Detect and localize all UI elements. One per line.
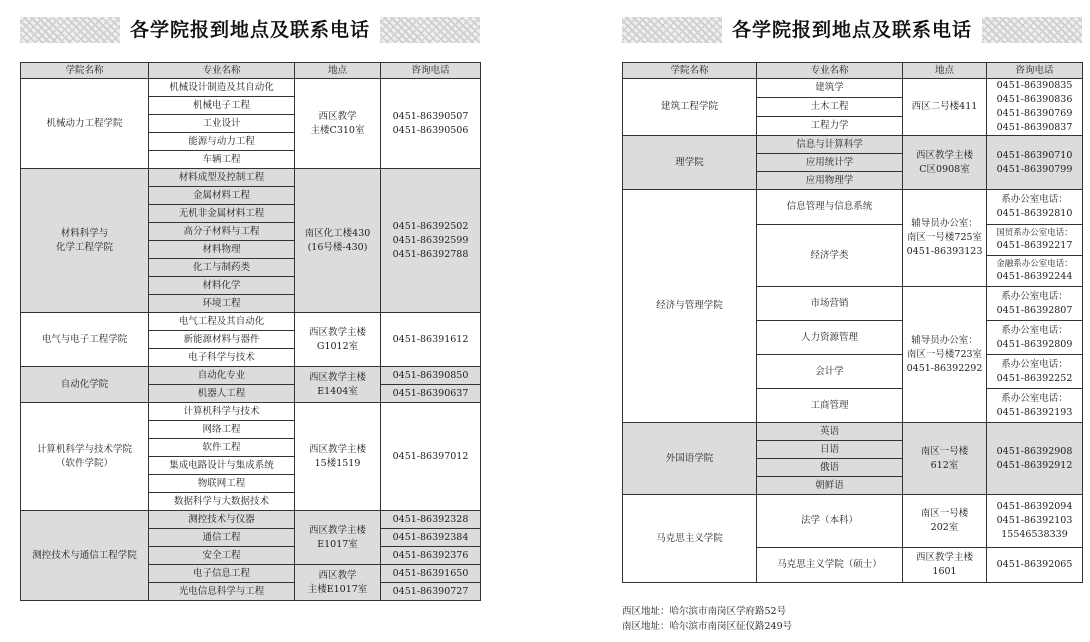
location-line: 南区化工楼430 [304,227,371,239]
header-major: 专业名称 [757,63,903,79]
major-cell: 电子科学与技术 [149,349,295,367]
major-cell: 机械设计制造及其自动化 [149,79,295,97]
major-cell: 会计学 [757,355,903,389]
table-row [623,136,1083,154]
phone-cell [987,423,1083,495]
college-cell: 理学院 [623,136,757,190]
header-location: 地点 [903,63,987,79]
title-decoration-right [380,17,480,43]
phone-label: 系办公室电话： [1001,290,1068,302]
major-cell: 信息与计算科学 [757,136,903,154]
location-line: 南区一号楼725室 [906,232,983,243]
title-decoration-right [982,17,1082,43]
location-line: 西区教学 [318,569,357,581]
phone-number: 0451-86390799 [996,163,1073,175]
location-line: 15楼1519 [314,457,361,469]
table-row [21,511,481,529]
phone-cell: 0451-86392384 [381,529,481,547]
phone-number: 0451-86392788 [392,248,469,260]
phone-label: 金融系办公室电话： [996,258,1073,269]
left-title-row [20,0,480,46]
major-cell: 计算机科学与技术 [149,403,295,421]
phone-cell: 0451-86392328 [381,511,481,529]
college-cell [21,403,149,511]
location-cell [295,511,381,565]
major-cell: 安全工程 [149,547,295,565]
college-line: （软件学院） [55,457,113,469]
major-cell: 工程力学 [757,117,903,136]
phone-cell [381,79,481,169]
location-line: E1404室 [317,385,358,397]
location-line: 西区教学 [318,110,357,122]
table-row [21,169,481,187]
major-cell: 环境工程 [149,295,295,313]
major-cell: 光电信息科学与工程 [149,583,295,601]
major-cell: 工业设计 [149,115,295,133]
location-line: 辅导员办公室： [911,218,978,229]
location-line: 主楼C310室 [310,124,365,136]
table-row [21,79,481,97]
location-line: 南区一号楼723室 [906,348,983,360]
phone-number: 0451-86390769 [996,108,1073,119]
major-cell: 俄语 [757,459,903,477]
location-line: 西区教学主楼 [308,371,366,383]
major-cell: 测控技术与仪器 [149,511,295,529]
college-cell: 马克思主义学院 [623,495,757,583]
phone-cell [987,256,1083,287]
location-cell [903,423,987,495]
college-line: 计算机科学与技术学院 [36,443,132,455]
right-page-title: 各学院报到地点及联系电话 [731,19,972,41]
location-cell [295,367,381,403]
phone-number: 0451-86392217 [996,239,1073,251]
right-contact-table [622,62,1083,583]
phone-cell: 0451-86390727 [381,583,481,601]
left-page [20,0,480,601]
major-cell: 数据科学与大数据技术 [149,493,295,511]
location-cell: 西区二号楼411 [903,79,987,136]
right-page [622,0,1082,583]
major-cell: 日语 [757,441,903,459]
address-footer [622,604,792,634]
location-line: (16号楼-430) [307,241,368,253]
phone-cell [987,389,1083,423]
phone-cell [987,287,1083,321]
major-cell: 无机非金属材料工程 [149,205,295,223]
major-cell: 机械电子工程 [149,97,295,115]
major-cell: 新能源材料与器件 [149,331,295,349]
phone-number: 0451-86390507 [392,110,469,122]
major-cell: 材料成型及控制工程 [149,169,295,187]
location-line: 西区教学主楼 [308,326,366,338]
phone-number: 0451-86392807 [996,304,1073,316]
major-cell: 电气工程及其自动化 [149,313,295,331]
phone-number: 0451-86390835 [996,80,1073,91]
location-cell [295,565,381,601]
phone-cell: 0451-86392376 [381,547,481,565]
location-cell [903,136,987,190]
major-cell: 法学（本科） [757,495,903,548]
location-line: G1012室 [316,340,359,352]
major-cell: 机器人工程 [149,385,295,403]
major-cell: 应用物理学 [757,172,903,190]
major-cell: 材料化学 [149,277,295,295]
location-line: 0451-86392292 [906,362,983,374]
phone-number: 15546538339 [1001,529,1068,540]
location-cell [295,403,381,511]
location-cell [295,313,381,367]
phone-number: 0451-86392502 [392,220,469,232]
major-cell: 网络工程 [149,421,295,439]
major-cell: 能源与动力工程 [149,133,295,151]
phone-cell [987,136,1083,190]
phone-number: 0451-86392810 [996,208,1073,219]
west-campus-address: 西区地址：哈尔滨市南岗区学府路52号 [622,606,787,617]
phone-cell: 0451-86390850 [381,367,481,385]
major-cell: 马克思主义学院（硕士） [757,548,903,583]
major-cell: 信息管理与信息系统 [757,190,903,225]
major-cell: 材料物理 [149,241,295,259]
college-cell: 外国语学院 [623,423,757,495]
college-line: 材料科学与 [60,227,109,239]
title-decoration-left [20,17,120,43]
major-cell: 经济学类 [757,225,903,287]
phone-label: 国贸系办公室电话： [996,227,1073,238]
table-header-row [21,63,481,79]
location-line: 辅导员办公室： [911,334,978,346]
major-cell: 英语 [757,423,903,441]
header-major: 专业名称 [149,63,295,79]
phone-cell [381,169,481,313]
major-cell: 自动化专业 [149,367,295,385]
major-cell: 工商管理 [757,389,903,423]
phone-label: 系办公室电话： [1001,392,1068,404]
right-title-row [622,0,1082,46]
phone-number: 0451-86392809 [996,338,1073,350]
location-cell [295,169,381,313]
table-header-row [623,63,1083,79]
major-cell: 人力资源管理 [757,321,903,355]
phone-cell [987,79,1083,136]
phone-number: 0451-86390506 [392,124,469,136]
phone-number: 0451-86392908 [996,445,1073,457]
table-row [623,423,1083,441]
phone-cell [987,355,1083,389]
location-line: 西区教学主楼 [308,443,366,455]
location-cell [903,548,987,583]
college-cell: 机械动力工程学院 [21,79,149,169]
major-cell: 朝鲜语 [757,477,903,495]
phone-number: 0451-86392912 [996,459,1073,471]
college-cell: 自动化学院 [21,367,149,403]
phone-label: 系办公室电话： [1001,324,1068,336]
college-cell: 经济与管理学院 [623,190,757,423]
phone-cell: 0451-86391650 [381,565,481,583]
header-location: 地点 [295,63,381,79]
header-phone: 咨询电话 [987,63,1083,79]
header-college: 学院名称 [623,63,757,79]
phone-number: 0451-86390710 [996,149,1073,161]
phone-cell: 0451-86397012 [381,403,481,511]
location-line: 南区一号楼 [920,445,969,457]
phone-number: 0451-86392193 [996,406,1073,418]
college-cell [21,169,149,313]
title-decoration-left [622,17,722,43]
phone-number: 0451-86392103 [996,515,1073,526]
location-line: 西区教学主楼 [915,149,973,161]
location-line: 202室 [930,522,959,533]
table-row [623,190,1083,225]
phone-label: 系办公室电话： [1001,194,1068,205]
major-cell: 市场营销 [757,287,903,321]
college-cell: 电气与电子工程学院 [21,313,149,367]
major-cell: 通信工程 [149,529,295,547]
major-cell: 化工与制药类 [149,259,295,277]
phone-cell [987,495,1083,548]
location-line: 主楼E1017室 [307,583,368,595]
table-row [21,367,481,385]
major-cell: 高分子材料与工程 [149,223,295,241]
major-cell: 软件工程 [149,439,295,457]
south-campus-address: 南区地址：哈尔滨市南岗区征仪路249号 [622,621,793,632]
phone-label: 系办公室电话： [1001,358,1068,370]
location-cell [903,287,987,423]
location-line: 0451-86393123 [906,246,983,257]
location-line: 612室 [930,459,959,471]
table-row [21,313,481,331]
phone-number: 0451-86390837 [996,122,1073,133]
location-line: 西区教学主楼 [915,552,973,563]
table-row [623,79,1083,98]
college-cell: 建筑工程学院 [623,79,757,136]
college-line: 化学工程学院 [55,241,113,253]
major-cell: 车辆工程 [149,151,295,169]
location-cell [903,495,987,548]
table-row [623,495,1083,548]
phone-cell: 0451-86392065 [987,548,1083,583]
phone-cell [987,225,1083,256]
location-line: 西区教学主楼 [308,524,366,536]
phone-number: 0451-86392252 [996,372,1073,384]
header-college: 学院名称 [21,63,149,79]
college-cell: 测控技术与通信工程学院 [21,511,149,601]
phone-number: 0451-86392094 [996,501,1073,512]
major-cell: 金属材料工程 [149,187,295,205]
left-contact-table [20,62,481,601]
major-cell: 应用统计学 [757,154,903,172]
phone-number: 0451-86390836 [996,94,1073,105]
major-cell: 土木工程 [757,98,903,117]
location-line: E1017室 [317,538,358,550]
location-line: 南区一号楼 [920,508,969,519]
location-cell [903,190,987,287]
location-line: 1601 [932,566,957,577]
left-page-title: 各学院报到地点及联系电话 [129,19,370,41]
phone-cell [987,321,1083,355]
location-cell [295,79,381,169]
major-cell: 物联网工程 [149,475,295,493]
location-line: C区0908室 [919,163,970,175]
major-cell: 集成电路设计与集成系统 [149,457,295,475]
phone-cell: 0451-86390637 [381,385,481,403]
header-phone: 咨询电话 [381,63,481,79]
phone-cell [987,190,1083,225]
phone-number: 0451-86392599 [392,234,469,246]
major-cell: 电子信息工程 [149,565,295,583]
table-row [21,403,481,421]
phone-cell: 0451-86391612 [381,313,481,367]
phone-number: 0451-86392244 [996,270,1073,282]
major-cell: 建筑学 [757,79,903,98]
